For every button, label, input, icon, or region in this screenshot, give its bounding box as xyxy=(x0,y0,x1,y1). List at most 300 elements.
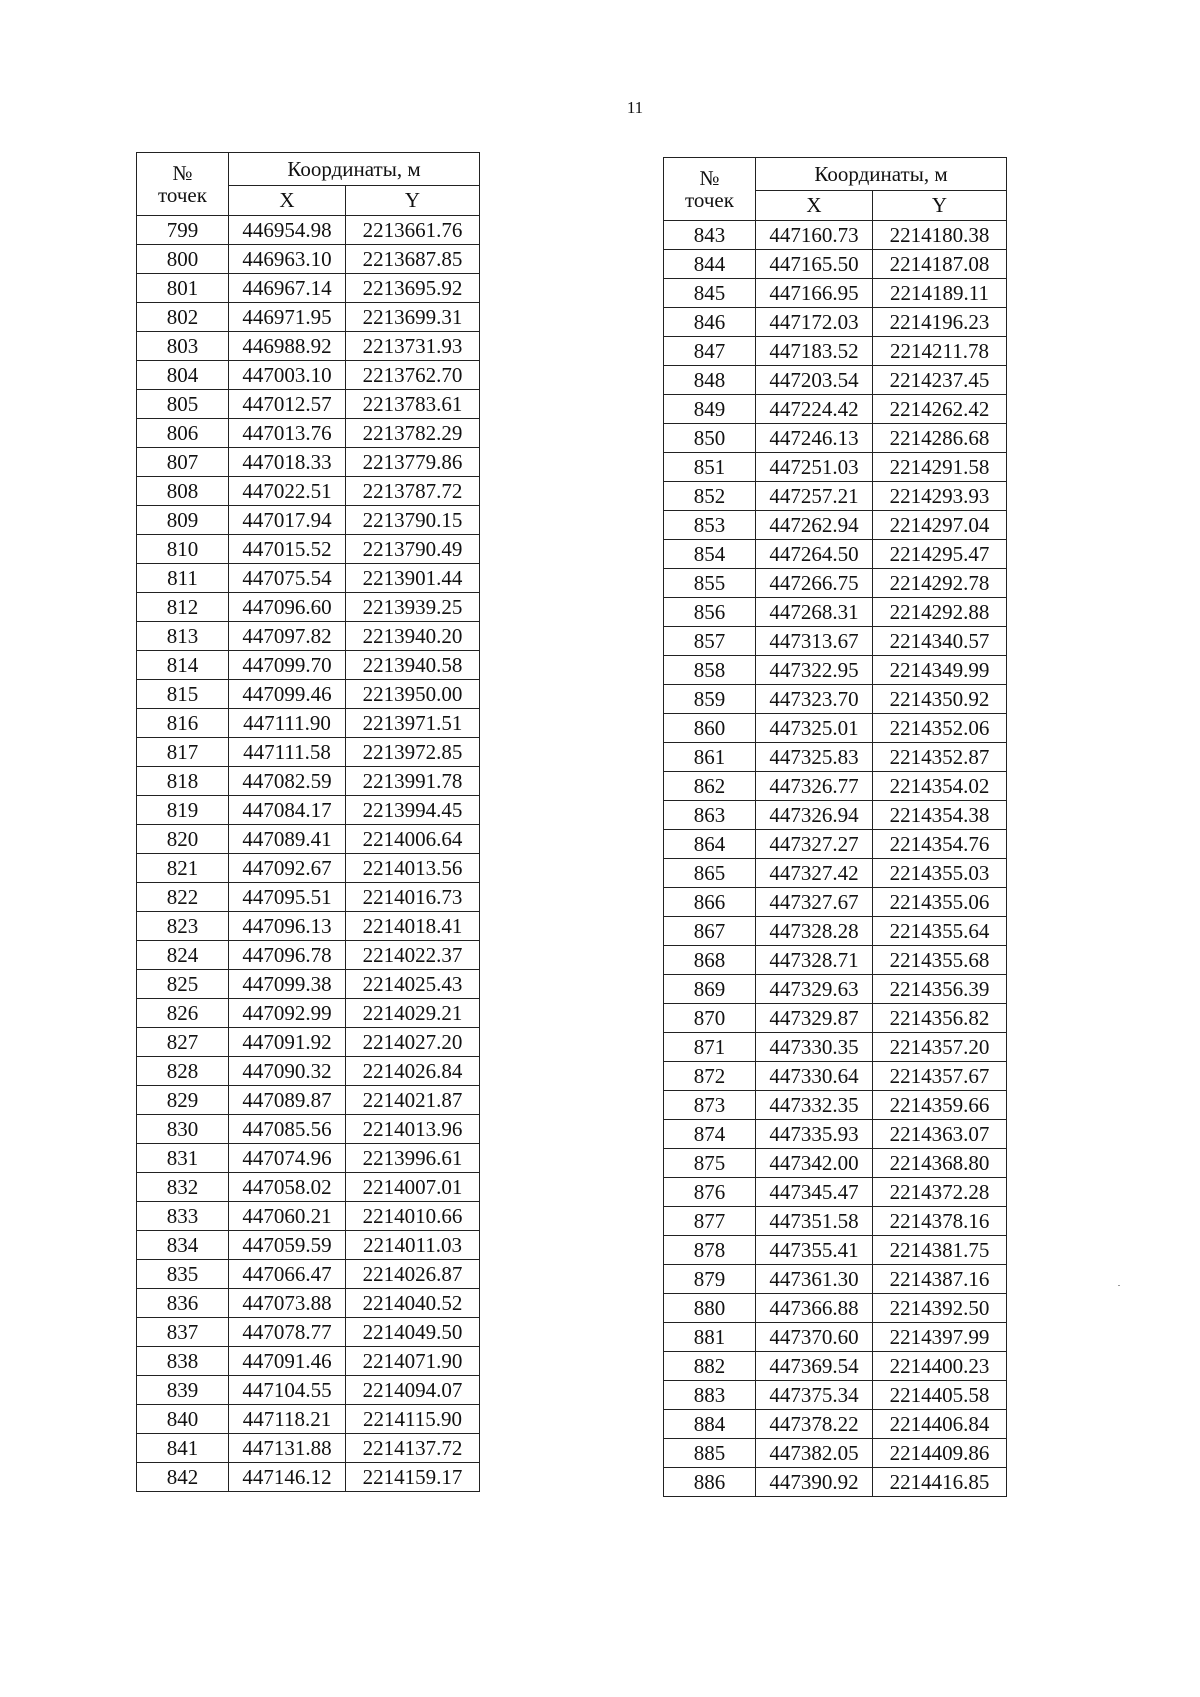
y-coordinate-cell: 2214406.84 xyxy=(873,1410,1007,1439)
x-coordinate-cell: 447345.47 xyxy=(756,1178,873,1207)
x-coordinate-cell: 447078.77 xyxy=(229,1318,346,1347)
y-coordinate-cell: 2213695.92 xyxy=(346,274,480,303)
point-number-cell: 814 xyxy=(137,651,229,680)
y-column-header: Y xyxy=(873,191,1007,221)
y-coordinate-cell: 2214354.76 xyxy=(873,830,1007,859)
x-coordinate-cell: 447327.27 xyxy=(756,830,873,859)
point-number-cell: 860 xyxy=(664,714,756,743)
point-number-cell: 841 xyxy=(137,1434,229,1463)
table-row xyxy=(664,685,1007,714)
y-coordinate-cell: 2214237.45 xyxy=(873,366,1007,395)
point-number-cell: 880 xyxy=(664,1294,756,1323)
table-row xyxy=(664,598,1007,627)
x-coordinate-cell: 447313.67 xyxy=(756,627,873,656)
y-coordinate-cell: 2214016.73 xyxy=(346,883,480,912)
x-coordinate-cell: 447059.59 xyxy=(229,1231,346,1260)
y-coordinate-cell: 2214387.16 xyxy=(873,1265,1007,1294)
point-number-cell: 815 xyxy=(137,680,229,709)
table-row xyxy=(137,1231,480,1260)
y-coordinate-cell: 2214286.68 xyxy=(873,424,1007,453)
y-coordinate-cell: 2214026.84 xyxy=(346,1057,480,1086)
y-coordinate-cell: 2214378.16 xyxy=(873,1207,1007,1236)
table-row xyxy=(137,651,480,680)
x-coordinate-cell: 447097.82 xyxy=(229,622,346,651)
x-coordinate-cell: 447092.99 xyxy=(229,999,346,1028)
point-number-cell: 808 xyxy=(137,477,229,506)
point-number-cell: 811 xyxy=(137,564,229,593)
point-number-cell: 816 xyxy=(137,709,229,738)
x-coordinate-cell: 447058.02 xyxy=(229,1173,346,1202)
x-coordinate-cell: 447264.50 xyxy=(756,540,873,569)
table-row xyxy=(137,912,480,941)
y-coordinate-cell: 2214355.68 xyxy=(873,946,1007,975)
y-coordinate-cell: 2214357.20 xyxy=(873,1033,1007,1062)
y-coordinate-cell: 2213699.31 xyxy=(346,303,480,332)
y-coordinate-cell: 2214363.07 xyxy=(873,1120,1007,1149)
y-coordinate-cell: 2213991.78 xyxy=(346,767,480,796)
table-row xyxy=(664,946,1007,975)
y-coordinate-cell: 2214262.42 xyxy=(873,395,1007,424)
coordinates-table-right xyxy=(663,157,1007,1497)
table-row xyxy=(137,1028,480,1057)
y-coordinate-cell: 2214295.47 xyxy=(873,540,1007,569)
y-coordinate-cell: 2214187.08 xyxy=(873,250,1007,279)
point-number-cell: 839 xyxy=(137,1376,229,1405)
table-row xyxy=(664,1236,1007,1265)
x-coordinate-cell: 447091.46 xyxy=(229,1347,346,1376)
table-row xyxy=(664,424,1007,453)
table-row xyxy=(664,482,1007,511)
table-row xyxy=(137,535,480,564)
table-row xyxy=(137,448,480,477)
table-row xyxy=(137,1173,480,1202)
x-coordinate-cell: 446971.95 xyxy=(229,303,346,332)
point-number-header xyxy=(664,158,756,221)
x-coordinate-cell: 447017.94 xyxy=(229,506,346,535)
table-row xyxy=(137,477,480,506)
point-number-cell: 829 xyxy=(137,1086,229,1115)
table-row xyxy=(137,1144,480,1173)
x-coordinate-cell: 447329.63 xyxy=(756,975,873,1004)
table-row xyxy=(664,366,1007,395)
table-body xyxy=(137,216,480,1492)
table-row xyxy=(664,1294,1007,1323)
x-coordinate-cell: 447104.55 xyxy=(229,1376,346,1405)
point-number-cell: 852 xyxy=(664,482,756,511)
table-row xyxy=(137,1202,480,1231)
y-coordinate-cell: 2214357.67 xyxy=(873,1062,1007,1091)
y-coordinate-cell: 2214027.20 xyxy=(346,1028,480,1057)
y-coordinate-cell: 2213939.25 xyxy=(346,593,480,622)
table-row xyxy=(137,1376,480,1405)
x-coordinate-cell: 447378.22 xyxy=(756,1410,873,1439)
table-row xyxy=(664,540,1007,569)
point-number-cell: 833 xyxy=(137,1202,229,1231)
table-row xyxy=(137,1405,480,1434)
y-coordinate-cell: 2214350.92 xyxy=(873,685,1007,714)
y-coordinate-cell: 2214355.64 xyxy=(873,917,1007,946)
y-coordinate-cell: 2214211.78 xyxy=(873,337,1007,366)
table-row xyxy=(664,1120,1007,1149)
x-coordinate-cell: 447073.88 xyxy=(229,1289,346,1318)
x-coordinate-cell: 447118.21 xyxy=(229,1405,346,1434)
table-row xyxy=(137,274,480,303)
table-row xyxy=(137,1347,480,1376)
table-row xyxy=(664,511,1007,540)
point-number-cell: 846 xyxy=(664,308,756,337)
y-coordinate-cell: 2213661.76 xyxy=(346,216,480,245)
point-number-symbol: № xyxy=(172,160,193,185)
point-number-cell: 848 xyxy=(664,366,756,395)
point-number-cell: 820 xyxy=(137,825,229,854)
table-row xyxy=(137,622,480,651)
point-number-cell: 851 xyxy=(664,453,756,482)
point-number-cell: 853 xyxy=(664,511,756,540)
point-number-cell: 806 xyxy=(137,419,229,448)
y-coordinate-cell: 2213787.72 xyxy=(346,477,480,506)
y-coordinate-cell: 2214355.06 xyxy=(873,888,1007,917)
table-row xyxy=(664,453,1007,482)
table-row xyxy=(137,419,480,448)
y-coordinate-cell: 2214026.87 xyxy=(346,1260,480,1289)
point-number-cell: 863 xyxy=(664,801,756,830)
y-coordinate-cell: 2213971.51 xyxy=(346,709,480,738)
point-number-cell: 828 xyxy=(137,1057,229,1086)
y-coordinate-cell: 2214359.66 xyxy=(873,1091,1007,1120)
x-coordinate-cell: 447326.77 xyxy=(756,772,873,801)
table-row xyxy=(137,361,480,390)
y-coordinate-cell: 2214397.99 xyxy=(873,1323,1007,1352)
y-coordinate-cell: 2213790.49 xyxy=(346,535,480,564)
x-coordinate-cell: 447335.93 xyxy=(756,1120,873,1149)
point-number-cell: 884 xyxy=(664,1410,756,1439)
x-coordinate-cell: 447160.73 xyxy=(756,221,873,250)
y-coordinate-cell: 2214354.38 xyxy=(873,801,1007,830)
point-number-cell: 869 xyxy=(664,975,756,1004)
y-coordinate-cell: 2214094.07 xyxy=(346,1376,480,1405)
point-number-cell: 844 xyxy=(664,250,756,279)
point-number-cell: 857 xyxy=(664,627,756,656)
x-coordinate-cell: 447262.94 xyxy=(756,511,873,540)
y-coordinate-cell: 2213901.44 xyxy=(346,564,480,593)
point-number-cell: 825 xyxy=(137,970,229,999)
x-coordinate-cell: 447096.13 xyxy=(229,912,346,941)
x-coordinate-cell: 447328.71 xyxy=(756,946,873,975)
x-coordinate-cell: 447090.32 xyxy=(229,1057,346,1086)
table-row xyxy=(137,709,480,738)
y-coordinate-cell: 2214352.87 xyxy=(873,743,1007,772)
table-row xyxy=(137,245,480,274)
y-coordinate-cell: 2214013.56 xyxy=(346,854,480,883)
x-coordinate-cell: 447084.17 xyxy=(229,796,346,825)
x-coordinate-cell: 447268.31 xyxy=(756,598,873,627)
point-number-cell: 873 xyxy=(664,1091,756,1120)
point-number-cell: 867 xyxy=(664,917,756,946)
y-coordinate-cell: 2213940.20 xyxy=(346,622,480,651)
table-row xyxy=(664,859,1007,888)
x-coordinate-cell: 447099.46 xyxy=(229,680,346,709)
y-coordinate-cell: 2214356.82 xyxy=(873,1004,1007,1033)
y-coordinate-cell: 2214405.58 xyxy=(873,1381,1007,1410)
table-row xyxy=(664,801,1007,830)
x-coordinate-cell: 447327.67 xyxy=(756,888,873,917)
x-coordinate-cell: 447022.51 xyxy=(229,477,346,506)
x-coordinate-cell: 447266.75 xyxy=(756,569,873,598)
point-number-cell: 879 xyxy=(664,1265,756,1294)
table-row xyxy=(664,1381,1007,1410)
y-coordinate-cell: 2214137.72 xyxy=(346,1434,480,1463)
table-row xyxy=(664,1468,1007,1497)
point-number-cell: 859 xyxy=(664,685,756,714)
point-number-cell: 855 xyxy=(664,569,756,598)
y-coordinate-cell: 2214409.86 xyxy=(873,1439,1007,1468)
y-coordinate-cell: 2214018.41 xyxy=(346,912,480,941)
x-coordinate-cell: 447366.88 xyxy=(756,1294,873,1323)
x-coordinate-cell: 447322.95 xyxy=(756,656,873,685)
table-row xyxy=(137,390,480,419)
point-number-cell: 878 xyxy=(664,1236,756,1265)
y-coordinate-cell: 2213783.61 xyxy=(346,390,480,419)
x-coordinate-cell: 447099.70 xyxy=(229,651,346,680)
y-coordinate-cell: 2213687.85 xyxy=(346,245,480,274)
coordinates-header: Координаты, м xyxy=(229,153,480,186)
table-row xyxy=(664,1004,1007,1033)
y-coordinate-cell: 2213972.85 xyxy=(346,738,480,767)
y-coordinate-cell: 2213782.29 xyxy=(346,419,480,448)
table-row xyxy=(137,332,480,361)
x-coordinate-cell: 447332.35 xyxy=(756,1091,873,1120)
x-coordinate-cell: 447075.54 xyxy=(229,564,346,593)
x-coordinate-cell: 447066.47 xyxy=(229,1260,346,1289)
y-coordinate-cell: 2214013.96 xyxy=(346,1115,480,1144)
point-number-cell: 854 xyxy=(664,540,756,569)
x-coordinate-cell: 447013.76 xyxy=(229,419,346,448)
y-coordinate-cell: 2214040.52 xyxy=(346,1289,480,1318)
table-row xyxy=(664,1149,1007,1178)
y-coordinate-cell: 2213779.86 xyxy=(346,448,480,477)
y-coordinate-cell: 2214291.58 xyxy=(873,453,1007,482)
x-coordinate-cell: 447361.30 xyxy=(756,1265,873,1294)
table-row xyxy=(137,941,480,970)
y-coordinate-cell: 2214025.43 xyxy=(346,970,480,999)
x-coordinate-cell: 447082.59 xyxy=(229,767,346,796)
table-row xyxy=(137,506,480,535)
point-number-cell: 861 xyxy=(664,743,756,772)
y-coordinate-cell: 2214349.99 xyxy=(873,656,1007,685)
table-row xyxy=(664,656,1007,685)
table-row xyxy=(664,1410,1007,1439)
table-row xyxy=(664,1091,1007,1120)
table-row xyxy=(137,1086,480,1115)
x-coordinate-cell: 447342.00 xyxy=(756,1149,873,1178)
point-number-cell: 818 xyxy=(137,767,229,796)
point-number-cell: 804 xyxy=(137,361,229,390)
x-coordinate-cell: 447355.41 xyxy=(756,1236,873,1265)
x-coordinate-cell: 447092.67 xyxy=(229,854,346,883)
table-row xyxy=(137,738,480,767)
x-coordinate-cell: 447369.54 xyxy=(756,1352,873,1381)
table-row xyxy=(137,999,480,1028)
y-coordinate-cell: 2213994.45 xyxy=(346,796,480,825)
point-number-cell: 840 xyxy=(137,1405,229,1434)
table-row xyxy=(664,1323,1007,1352)
x-coordinate-cell: 447251.03 xyxy=(756,453,873,482)
x-coordinate-cell: 447074.96 xyxy=(229,1144,346,1173)
x-coordinate-cell: 446963.10 xyxy=(229,245,346,274)
point-number-cell: 882 xyxy=(664,1352,756,1381)
y-coordinate-cell: 2214189.11 xyxy=(873,279,1007,308)
x-coordinate-cell: 446988.92 xyxy=(229,332,346,361)
point-number-cell: 883 xyxy=(664,1381,756,1410)
point-number-header xyxy=(137,153,229,216)
y-coordinate-cell: 2214297.04 xyxy=(873,511,1007,540)
x-coordinate-cell: 447390.92 xyxy=(756,1468,873,1497)
point-number-cell: 872 xyxy=(664,1062,756,1091)
x-coordinate-cell: 447328.28 xyxy=(756,917,873,946)
x-coordinate-cell: 447327.42 xyxy=(756,859,873,888)
y-coordinate-cell: 2214049.50 xyxy=(346,1318,480,1347)
point-number-cell: 836 xyxy=(137,1289,229,1318)
table-row xyxy=(137,1434,480,1463)
point-number-cell: 864 xyxy=(664,830,756,859)
point-number-cell: 805 xyxy=(137,390,229,419)
point-number-cell: 856 xyxy=(664,598,756,627)
x-coordinate-cell: 447060.21 xyxy=(229,1202,346,1231)
point-number-symbol: № xyxy=(699,165,720,190)
point-number-cell: 850 xyxy=(664,424,756,453)
point-number-cell: 823 xyxy=(137,912,229,941)
point-number-cell: 807 xyxy=(137,448,229,477)
table-row xyxy=(664,569,1007,598)
y-coordinate-cell: 2213940.58 xyxy=(346,651,480,680)
y-coordinate-cell: 2213790.15 xyxy=(346,506,480,535)
scan-speck xyxy=(1118,1285,1120,1286)
y-coordinate-cell: 2214292.88 xyxy=(873,598,1007,627)
y-coordinate-cell: 2214354.02 xyxy=(873,772,1007,801)
y-coordinate-cell: 2214196.23 xyxy=(873,308,1007,337)
table-row xyxy=(137,1318,480,1347)
y-coordinate-cell: 2214029.21 xyxy=(346,999,480,1028)
table-row xyxy=(664,627,1007,656)
table-body xyxy=(664,221,1007,1497)
x-coordinate-cell: 447099.38 xyxy=(229,970,346,999)
x-coordinate-cell: 447183.52 xyxy=(756,337,873,366)
point-number-cell: 858 xyxy=(664,656,756,685)
y-coordinate-cell: 2214022.37 xyxy=(346,941,480,970)
table-row xyxy=(137,854,480,883)
table-row xyxy=(664,1265,1007,1294)
table-row xyxy=(664,395,1007,424)
x-coordinate-cell: 447325.01 xyxy=(756,714,873,743)
table-row xyxy=(137,796,480,825)
x-coordinate-cell: 447257.21 xyxy=(756,482,873,511)
y-coordinate-cell: 2214011.03 xyxy=(346,1231,480,1260)
table-row xyxy=(664,308,1007,337)
table-row xyxy=(137,825,480,854)
y-coordinate-cell: 2213731.93 xyxy=(346,332,480,361)
table-row xyxy=(664,772,1007,801)
points-label: точек xyxy=(158,183,207,207)
table-row xyxy=(664,743,1007,772)
page-number: 11 xyxy=(626,98,644,117)
table-row xyxy=(664,830,1007,859)
point-number-cell: 849 xyxy=(664,395,756,424)
point-number-cell: 862 xyxy=(664,772,756,801)
table-row xyxy=(664,1352,1007,1381)
point-number-cell: 865 xyxy=(664,859,756,888)
y-column-header: Y xyxy=(346,186,480,216)
y-coordinate-cell: 2214368.80 xyxy=(873,1149,1007,1178)
point-number-cell: 812 xyxy=(137,593,229,622)
x-coordinate-cell: 447326.94 xyxy=(756,801,873,830)
table-row xyxy=(664,1207,1007,1236)
point-number-cell: 809 xyxy=(137,506,229,535)
table-row xyxy=(664,1062,1007,1091)
table-row xyxy=(137,883,480,912)
x-column-header: X xyxy=(756,191,873,221)
table-row xyxy=(664,917,1007,946)
point-number-cell: 801 xyxy=(137,274,229,303)
y-coordinate-cell: 2214356.39 xyxy=(873,975,1007,1004)
x-coordinate-cell: 447351.58 xyxy=(756,1207,873,1236)
table-row xyxy=(137,1260,480,1289)
y-coordinate-cell: 2214021.87 xyxy=(346,1086,480,1115)
x-coordinate-cell: 447370.60 xyxy=(756,1323,873,1352)
point-number-cell: 817 xyxy=(137,738,229,767)
x-coordinate-cell: 447018.33 xyxy=(229,448,346,477)
table-row xyxy=(664,337,1007,366)
point-number-cell: 837 xyxy=(137,1318,229,1347)
table-row xyxy=(664,250,1007,279)
table-row xyxy=(137,767,480,796)
y-coordinate-cell: 2214372.28 xyxy=(873,1178,1007,1207)
table-row xyxy=(664,1439,1007,1468)
table-row xyxy=(664,1178,1007,1207)
point-number-cell: 824 xyxy=(137,941,229,970)
point-number-cell: 876 xyxy=(664,1178,756,1207)
point-number-cell: 886 xyxy=(664,1468,756,1497)
x-coordinate-cell: 447091.92 xyxy=(229,1028,346,1057)
table-row xyxy=(664,1033,1007,1062)
y-coordinate-cell: 2214355.03 xyxy=(873,859,1007,888)
y-coordinate-cell: 2214400.23 xyxy=(873,1352,1007,1381)
x-coordinate-cell: 447111.90 xyxy=(229,709,346,738)
point-number-cell: 835 xyxy=(137,1260,229,1289)
y-coordinate-cell: 2213950.00 xyxy=(346,680,480,709)
point-number-cell: 843 xyxy=(664,221,756,250)
x-coordinate-cell: 447246.13 xyxy=(756,424,873,453)
y-coordinate-cell: 2214293.93 xyxy=(873,482,1007,511)
point-number-cell: 799 xyxy=(137,216,229,245)
x-coordinate-cell: 447146.12 xyxy=(229,1463,346,1492)
coordinates-header: Координаты, м xyxy=(756,158,1007,191)
point-number-cell: 821 xyxy=(137,854,229,883)
point-number-cell: 870 xyxy=(664,1004,756,1033)
table-row xyxy=(137,593,480,622)
table-row xyxy=(137,1463,480,1492)
point-number-cell: 827 xyxy=(137,1028,229,1057)
point-number-cell: 845 xyxy=(664,279,756,308)
table-row xyxy=(137,303,480,332)
x-coordinate-cell: 447003.10 xyxy=(229,361,346,390)
point-number-cell: 813 xyxy=(137,622,229,651)
point-number-cell: 800 xyxy=(137,245,229,274)
x-coordinate-cell: 447224.42 xyxy=(756,395,873,424)
point-number-cell: 826 xyxy=(137,999,229,1028)
point-number-cell: 874 xyxy=(664,1120,756,1149)
x-coordinate-cell: 447096.60 xyxy=(229,593,346,622)
point-number-cell: 847 xyxy=(664,337,756,366)
